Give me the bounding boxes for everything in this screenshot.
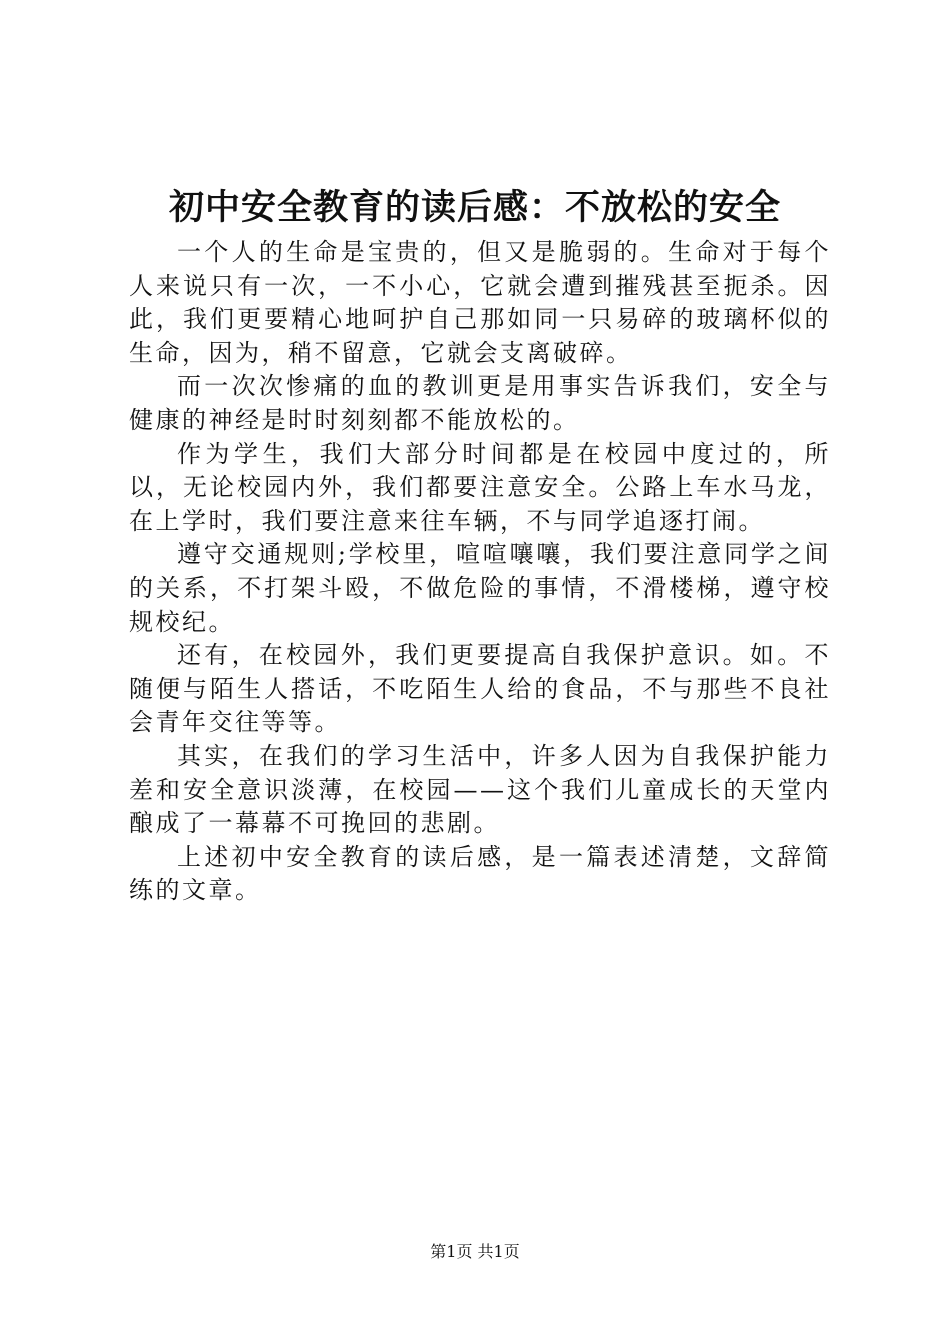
page-footer: 第1页 共1页 (430, 1242, 520, 1261)
paragraph-7: 上述初中安全教育的读后感，是一篇表述清楚，文辞简练的文章。 (129, 842, 831, 905)
document-title: 初中安全教育的读后感：不放松的安全 (168, 187, 781, 228)
paragraph-1: 一个人的生命是宝贵的，但又是脆弱的。生命对于每个人来说只有一次，一不小心，它就会遭到摧残甚至扼杀。因此，我们更要精心地呵护自己那如同一只易碎的玻璃杯似的生命，因为，稍不留意，它就会支离破碎。 (129, 238, 831, 367)
document-body (129, 236, 831, 908)
paragraph-3: 作为学生，我们大部分时间都是在校园中度过的，所以，无论校园内外，我们都要注意安全。公路上车水马龙，在上学时，我们要注意来往车辆，不与同学追逐打闹。 (129, 439, 831, 535)
paragraph-5: 还有，在校园外，我们更要提高自我保护意识。如。不随便与陌生人搭话，不吃陌生人给的食品，不与那些不良社会青年交往等等。 (129, 641, 831, 737)
paragraph-4: 遵守交通规则;学校里，喧喧嚷嚷，我们要注意同学之间的关系，不打架斗殴，不做危险的事情，不滑楼梯，遵守校规校纪。 (129, 540, 831, 636)
paragraph-2: 而一次次惨痛的血的教训更是用事实告诉我们，安全与健康的神经是时时刻刻都不能放松的。 (129, 372, 831, 434)
paragraph-6: 其实，在我们的学习生活中，许多人因为自我保护能力差和安全意识淡薄，在校园——这个我们儿童成长的天堂内酿成了一幕幕不可挽回的悲剧。 (129, 741, 831, 838)
